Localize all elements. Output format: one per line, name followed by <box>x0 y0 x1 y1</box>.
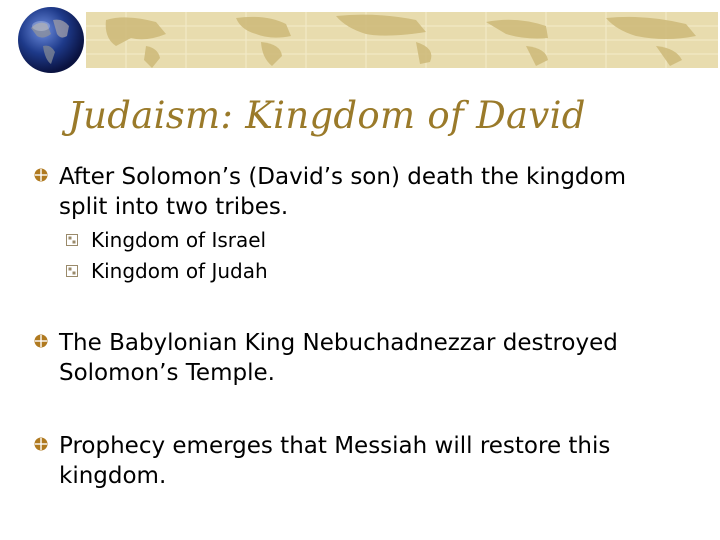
bullet-circle-icon <box>34 168 48 182</box>
sub-bullet-text: Kingdom of Israel <box>91 228 267 252</box>
sub-bullet-item <box>0 226 720 256</box>
bullet-text: The Babylonian King Nebuchadnezzar destroyed Solomon’s Temple. <box>59 330 618 386</box>
sub-bullet-item <box>0 257 720 287</box>
bullet-text: Prophecy emerges that Messiah will restore this kingdom. <box>59 433 611 489</box>
bullet-circle-icon <box>34 437 48 451</box>
slide-title: Judaism: Kingdom of David <box>68 94 586 137</box>
globe-icon <box>17 6 85 74</box>
bullet-square-icon <box>66 234 78 246</box>
world-map-banner <box>86 12 718 68</box>
sub-bullet-text: Kingdom of Judah <box>91 259 268 283</box>
bullet-text: After Solomon’s (David’s son) death the kingdom split into two tribes. <box>59 164 627 220</box>
bullet-square-icon <box>66 265 78 277</box>
bullet-circle-icon <box>34 334 48 348</box>
